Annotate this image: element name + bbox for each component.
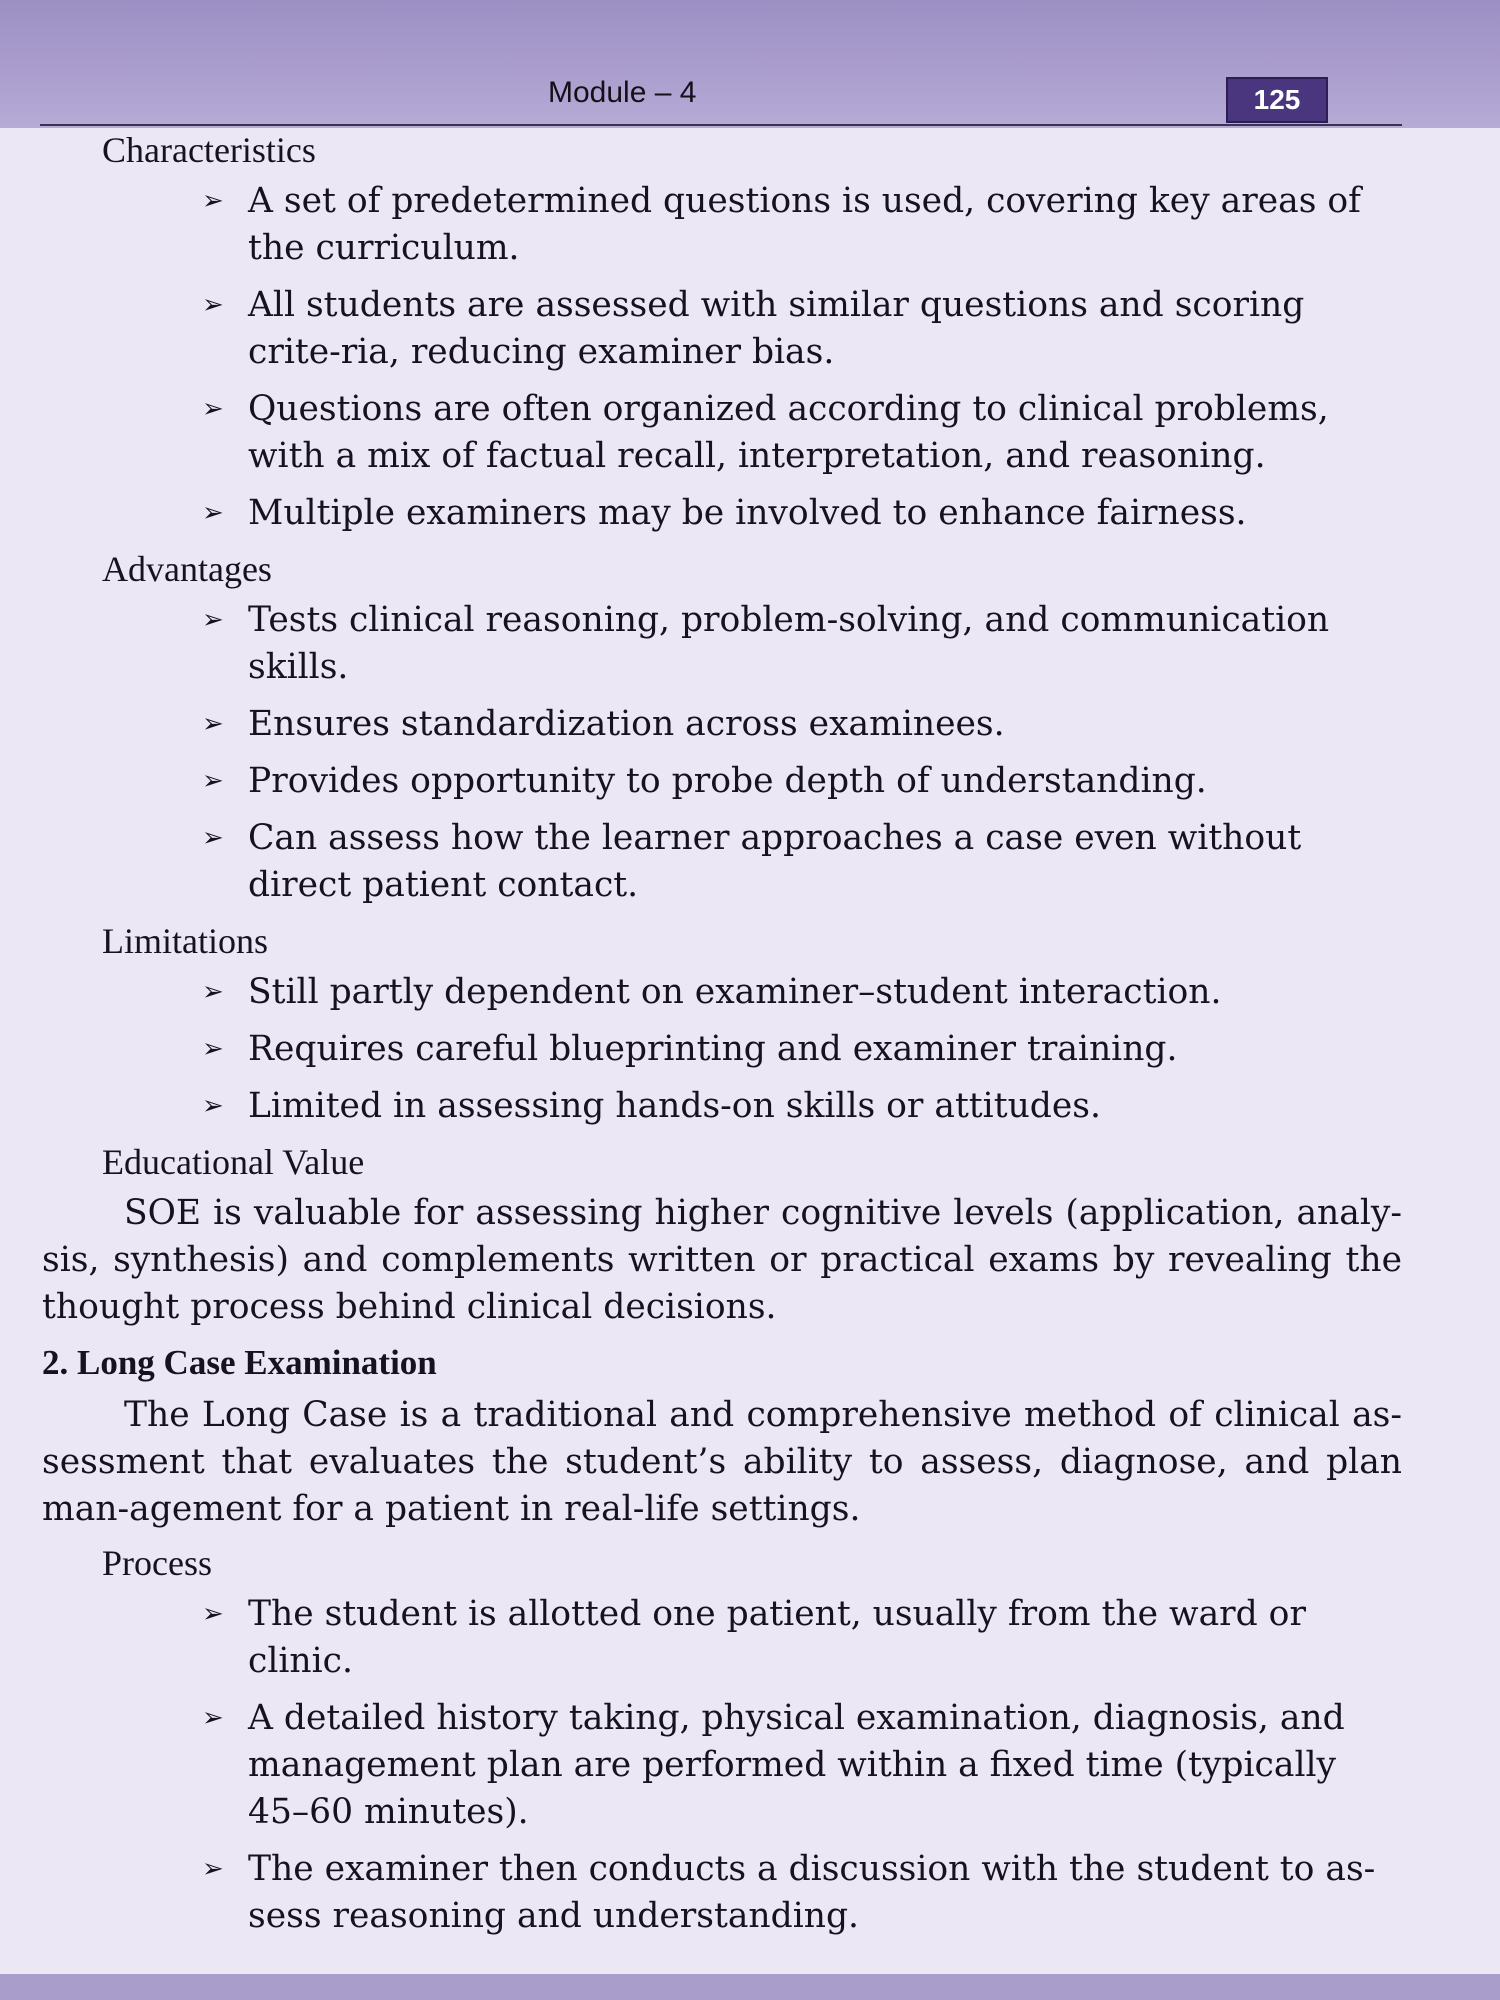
limitations-heading: Limitations <box>102 921 268 961</box>
arrowhead-bullet-icon: ➢ <box>202 394 224 424</box>
list-item-text: The examiner then conducts a discussion with the student to as-sess reasoning and understanding. <box>248 1849 1376 1936</box>
list-item <box>42 969 1402 1016</box>
arrowhead-bullet-icon: ➢ <box>202 1091 224 1121</box>
characteristics-heading: Characteristics <box>102 130 316 170</box>
list-item <box>42 1846 1402 1940</box>
list-item <box>42 758 1402 805</box>
list-item <box>42 597 1402 691</box>
long-case-heading: 2. Long Case Examination <box>42 1343 437 1382</box>
list-item <box>42 1026 1402 1073</box>
list-item-text: Provides opportunity to probe depth of understanding. <box>248 761 1207 801</box>
educational-value-paragraph: SOE is valuable for assessing higher cognitive levels (application, analy-sis, synthesis) and complements written or practical exams by revealing the thought process behind clinical decisions. <box>42 1193 1402 1327</box>
list-item-text: Still partly dependent on examiner–student interaction. <box>248 972 1222 1012</box>
arrowhead-bullet-icon: ➢ <box>202 1599 224 1629</box>
long-case-paragraph: The Long Case is a traditional and comprehensive method of clinical as-sessment that evaluates the student’s ability to assess, diagnose, and plan man-agement for a patient in real-life settings. <box>42 1395 1402 1529</box>
list-item <box>42 1695 1402 1836</box>
list-item <box>42 1591 1402 1685</box>
list-item-text: Requires careful blueprinting and examiner training. <box>248 1029 1178 1069</box>
list-item-text: The student is allotted one patient, usually from the ward or clinic. <box>248 1594 1306 1681</box>
arrowhead-bullet-icon: ➢ <box>202 186 224 216</box>
list-item-text: Can assess how the learner approaches a case even without direct patient contact. <box>248 818 1302 905</box>
page-content <box>42 128 1402 1950</box>
arrowhead-bullet-icon: ➢ <box>202 605 224 635</box>
advantages-list <box>42 597 1402 909</box>
arrowhead-bullet-icon: ➢ <box>202 1854 224 1884</box>
characteristics-list <box>42 178 1402 537</box>
educational-value-heading: Educational Value <box>102 1142 365 1182</box>
list-item-text: A detailed history taking, physical examination, diagnosis, and management plan are performed within a fixed time (typically 45–60 minutes). <box>248 1698 1345 1832</box>
arrowhead-bullet-icon: ➢ <box>202 766 224 796</box>
list-item <box>42 701 1402 748</box>
list-item-text: Tests clinical reasoning, problem-solving, and communication skills. <box>248 600 1330 687</box>
arrowhead-bullet-icon: ➢ <box>202 498 224 528</box>
list-item-text: All students are assessed with similar questions and scoring crite-ria, reducing examiner bias. <box>248 285 1305 372</box>
arrowhead-bullet-icon: ➢ <box>202 823 224 853</box>
list-item-text: A set of predetermined questions is used, covering key areas of the curriculum. <box>248 181 1361 268</box>
arrowhead-bullet-icon: ➢ <box>202 709 224 739</box>
list-item <box>42 1083 1402 1130</box>
list-item-text: Ensures standardization across examinees. <box>248 704 1005 744</box>
list-item-text: Questions are often organized according to clinical problems, with a mix of factual recall, interpretation, and reasoning. <box>248 389 1329 476</box>
list-item <box>42 815 1402 909</box>
list-item-text: Limited in assessing hands-on skills or attitudes. <box>248 1086 1101 1126</box>
page-number-badge: 125 <box>1226 77 1328 123</box>
arrowhead-bullet-icon: ➢ <box>202 290 224 320</box>
advantages-heading: Advantages <box>102 549 272 589</box>
list-item-text: Multiple examiners may be involved to enhance fairness. <box>248 493 1247 533</box>
limitations-list <box>42 969 1402 1130</box>
process-heading: Process <box>102 1543 212 1583</box>
arrowhead-bullet-icon: ➢ <box>202 1034 224 1064</box>
header-divider <box>40 124 1402 126</box>
arrowhead-bullet-icon: ➢ <box>202 1703 224 1733</box>
list-item <box>42 282 1402 376</box>
process-list <box>42 1591 1402 1940</box>
arrowhead-bullet-icon: ➢ <box>202 977 224 1007</box>
list-item <box>42 490 1402 537</box>
list-item <box>42 178 1402 272</box>
module-title: Module – 4 <box>548 76 697 109</box>
list-item <box>42 386 1402 480</box>
footer-band <box>0 1974 1500 2000</box>
